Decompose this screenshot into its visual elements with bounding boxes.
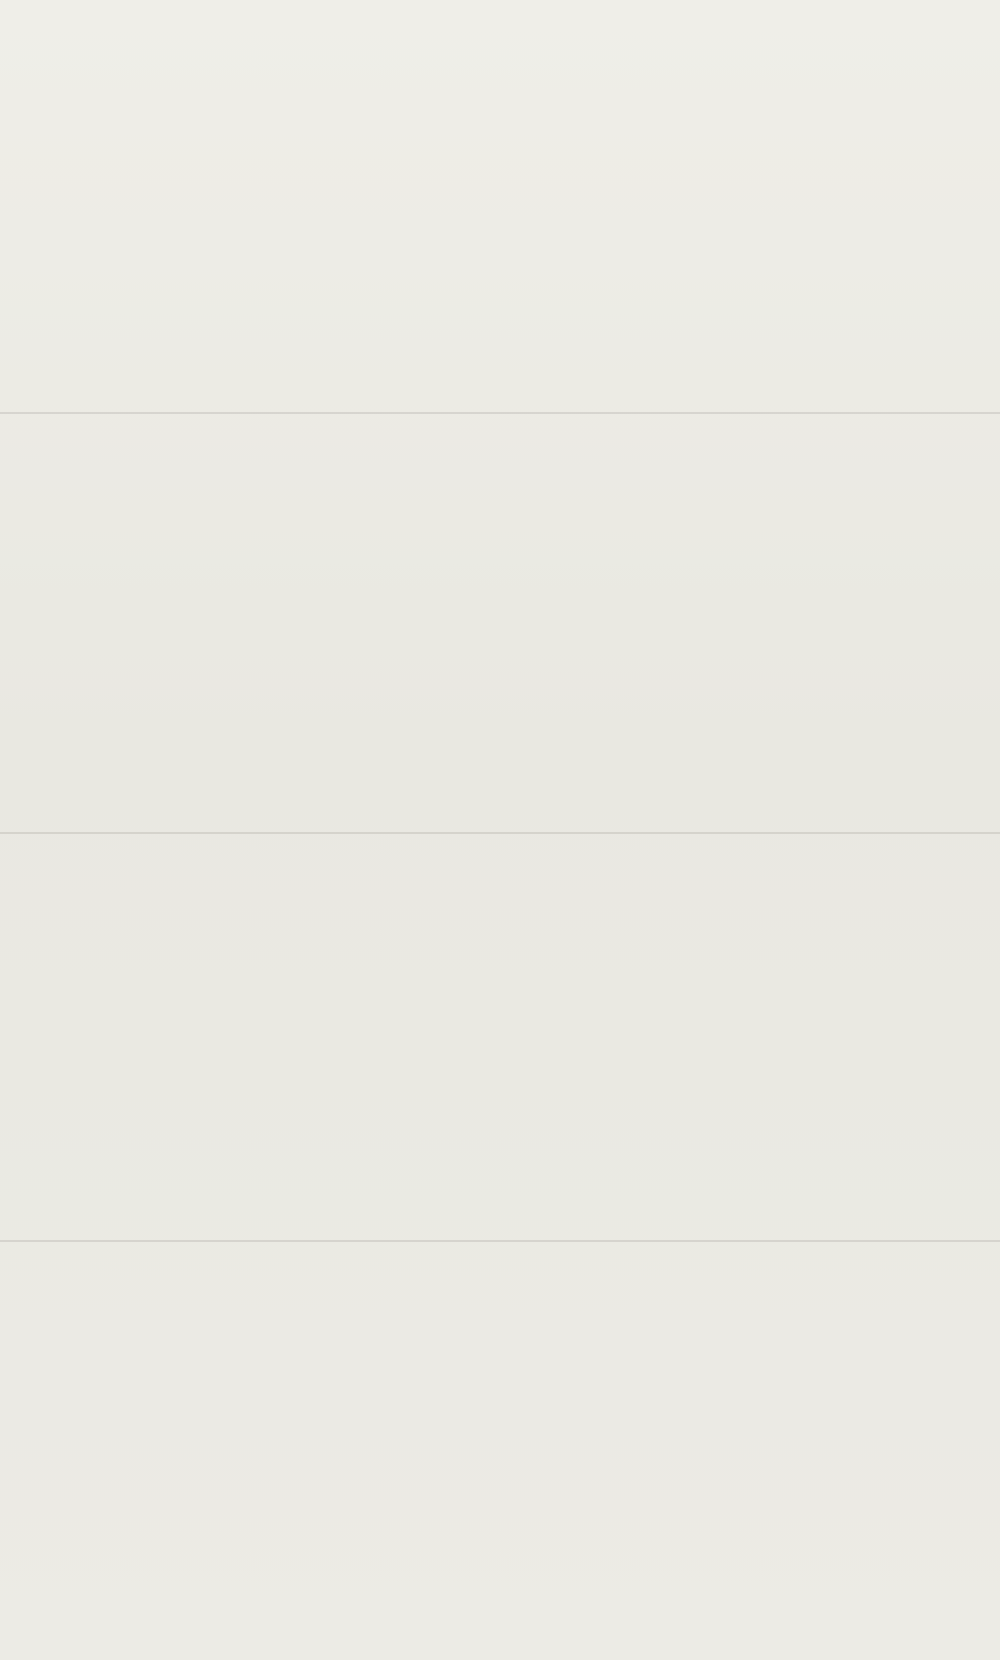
fold-crease (0, 412, 1000, 414)
fold-crease (0, 1240, 1000, 1242)
fold-crease (0, 832, 1000, 834)
